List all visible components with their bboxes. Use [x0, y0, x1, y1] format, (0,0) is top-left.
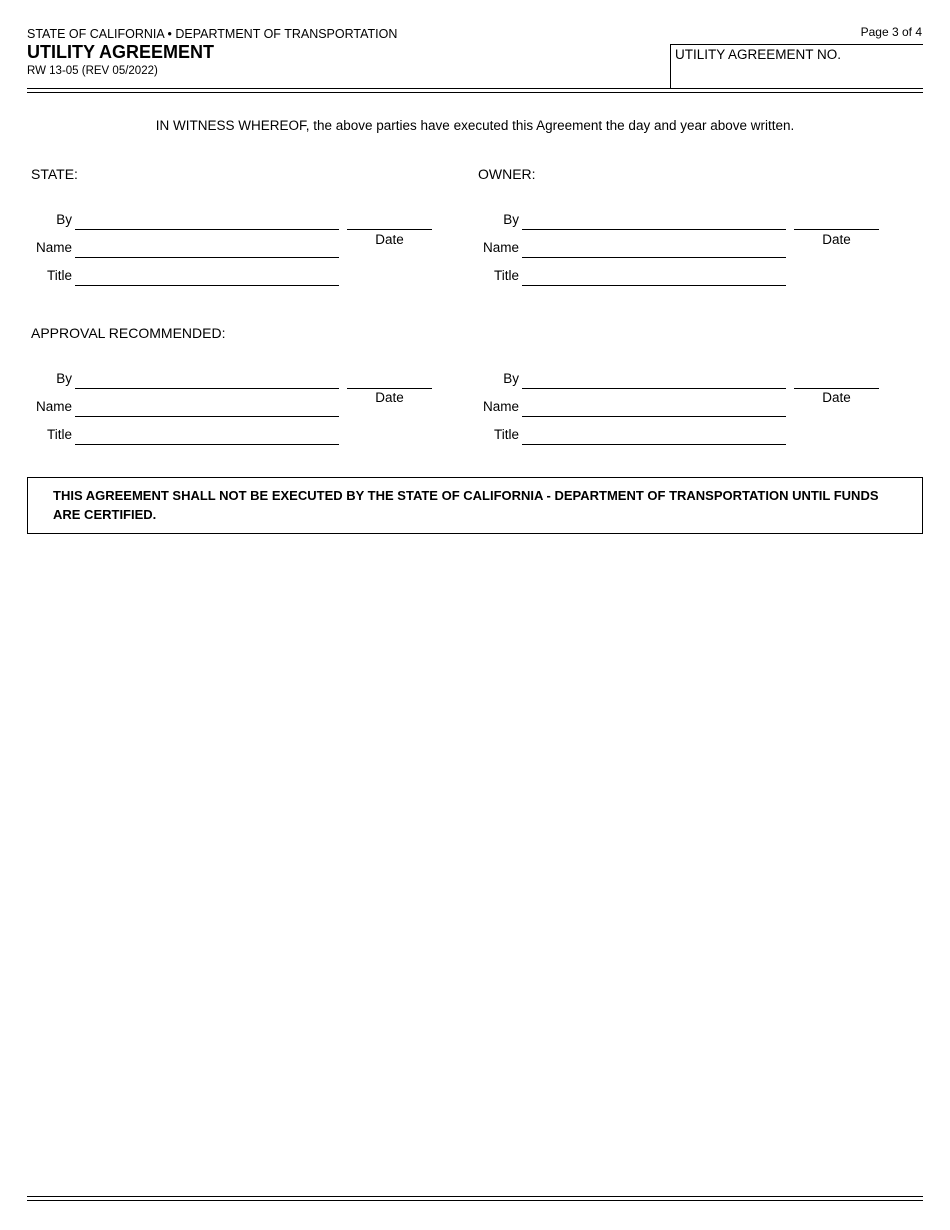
state-name-label: Name: [35, 240, 72, 255]
state-title-label: Title: [46, 268, 72, 283]
state-section-label: STATE:: [31, 166, 78, 182]
state-date-line[interactable]: [347, 229, 432, 230]
form-title: UTILITY AGREEMENT: [27, 42, 215, 62]
agreement-number-label: UTILITY AGREEMENT NO.: [675, 47, 842, 62]
approval-left-name-line[interactable]: [75, 416, 339, 417]
approval-left-title-label: Title: [46, 427, 72, 442]
approval-right-name-line[interactable]: [522, 416, 786, 417]
header-divider: [27, 92, 923, 93]
state-by-label: By: [56, 212, 72, 227]
footer-divider: [27, 1200, 923, 1201]
funds-certification-notice: [27, 477, 923, 534]
approval-left-date-label: Date: [375, 390, 404, 405]
owner-name-line[interactable]: [522, 257, 786, 258]
owner-date-label: Date: [822, 232, 851, 247]
approval-right-title-label: Title: [493, 427, 519, 442]
header-divider: [27, 88, 923, 89]
owner-name-label: Name: [482, 240, 519, 255]
approval-left-title-line[interactable]: [75, 444, 339, 445]
owner-by-label: By: [503, 212, 519, 227]
approval-right-by-signature-line[interactable]: [522, 388, 786, 389]
approval-right-date-line[interactable]: [794, 388, 879, 389]
approval-right-by-label: By: [503, 371, 519, 386]
state-by-signature-line[interactable]: [75, 229, 339, 230]
agency-name: STATE OF CALIFORNIA • DEPARTMENT OF TRANSPORTATION: [27, 27, 398, 41]
state-title-line[interactable]: [75, 285, 339, 286]
state-date-label: Date: [375, 232, 404, 247]
approval-left-by-signature-line[interactable]: [75, 388, 339, 389]
agreement-number-box[interactable]: [670, 44, 923, 88]
page-number: Page 3 of 4: [860, 25, 922, 39]
owner-by-signature-line[interactable]: [522, 229, 786, 230]
form-number: RW 13-05 (REV 05/2022): [27, 65, 158, 77]
approval-right-title-line[interactable]: [522, 444, 786, 445]
approval-left-by-label: By: [56, 371, 72, 386]
approval-right-name-label: Name: [482, 399, 519, 414]
witness-statement: IN WITNESS WHEREOF, the above parties have executed this Agreement the day and year above written.: [155, 118, 795, 133]
owner-title-label: Title: [493, 268, 519, 283]
approval-left-date-line[interactable]: [347, 388, 432, 389]
approval-left-name-label: Name: [35, 399, 72, 414]
approval-right-date-label: Date: [822, 390, 851, 405]
owner-title-line[interactable]: [522, 285, 786, 286]
approval-section-label: APPROVAL RECOMMENDED:: [31, 325, 226, 341]
footer-divider: [27, 1196, 923, 1197]
owner-section-label: OWNER:: [478, 166, 536, 182]
notice-text: THIS AGREEMENT SHALL NOT BE EXECUTED BY THE STATE OF CALIFORNIA - DEPARTMENT OF TRANSPORTATION UNTIL FUNDS ARE CERTIFIED.: [53, 488, 879, 522]
state-name-line[interactable]: [75, 257, 339, 258]
owner-date-line[interactable]: [794, 229, 879, 230]
